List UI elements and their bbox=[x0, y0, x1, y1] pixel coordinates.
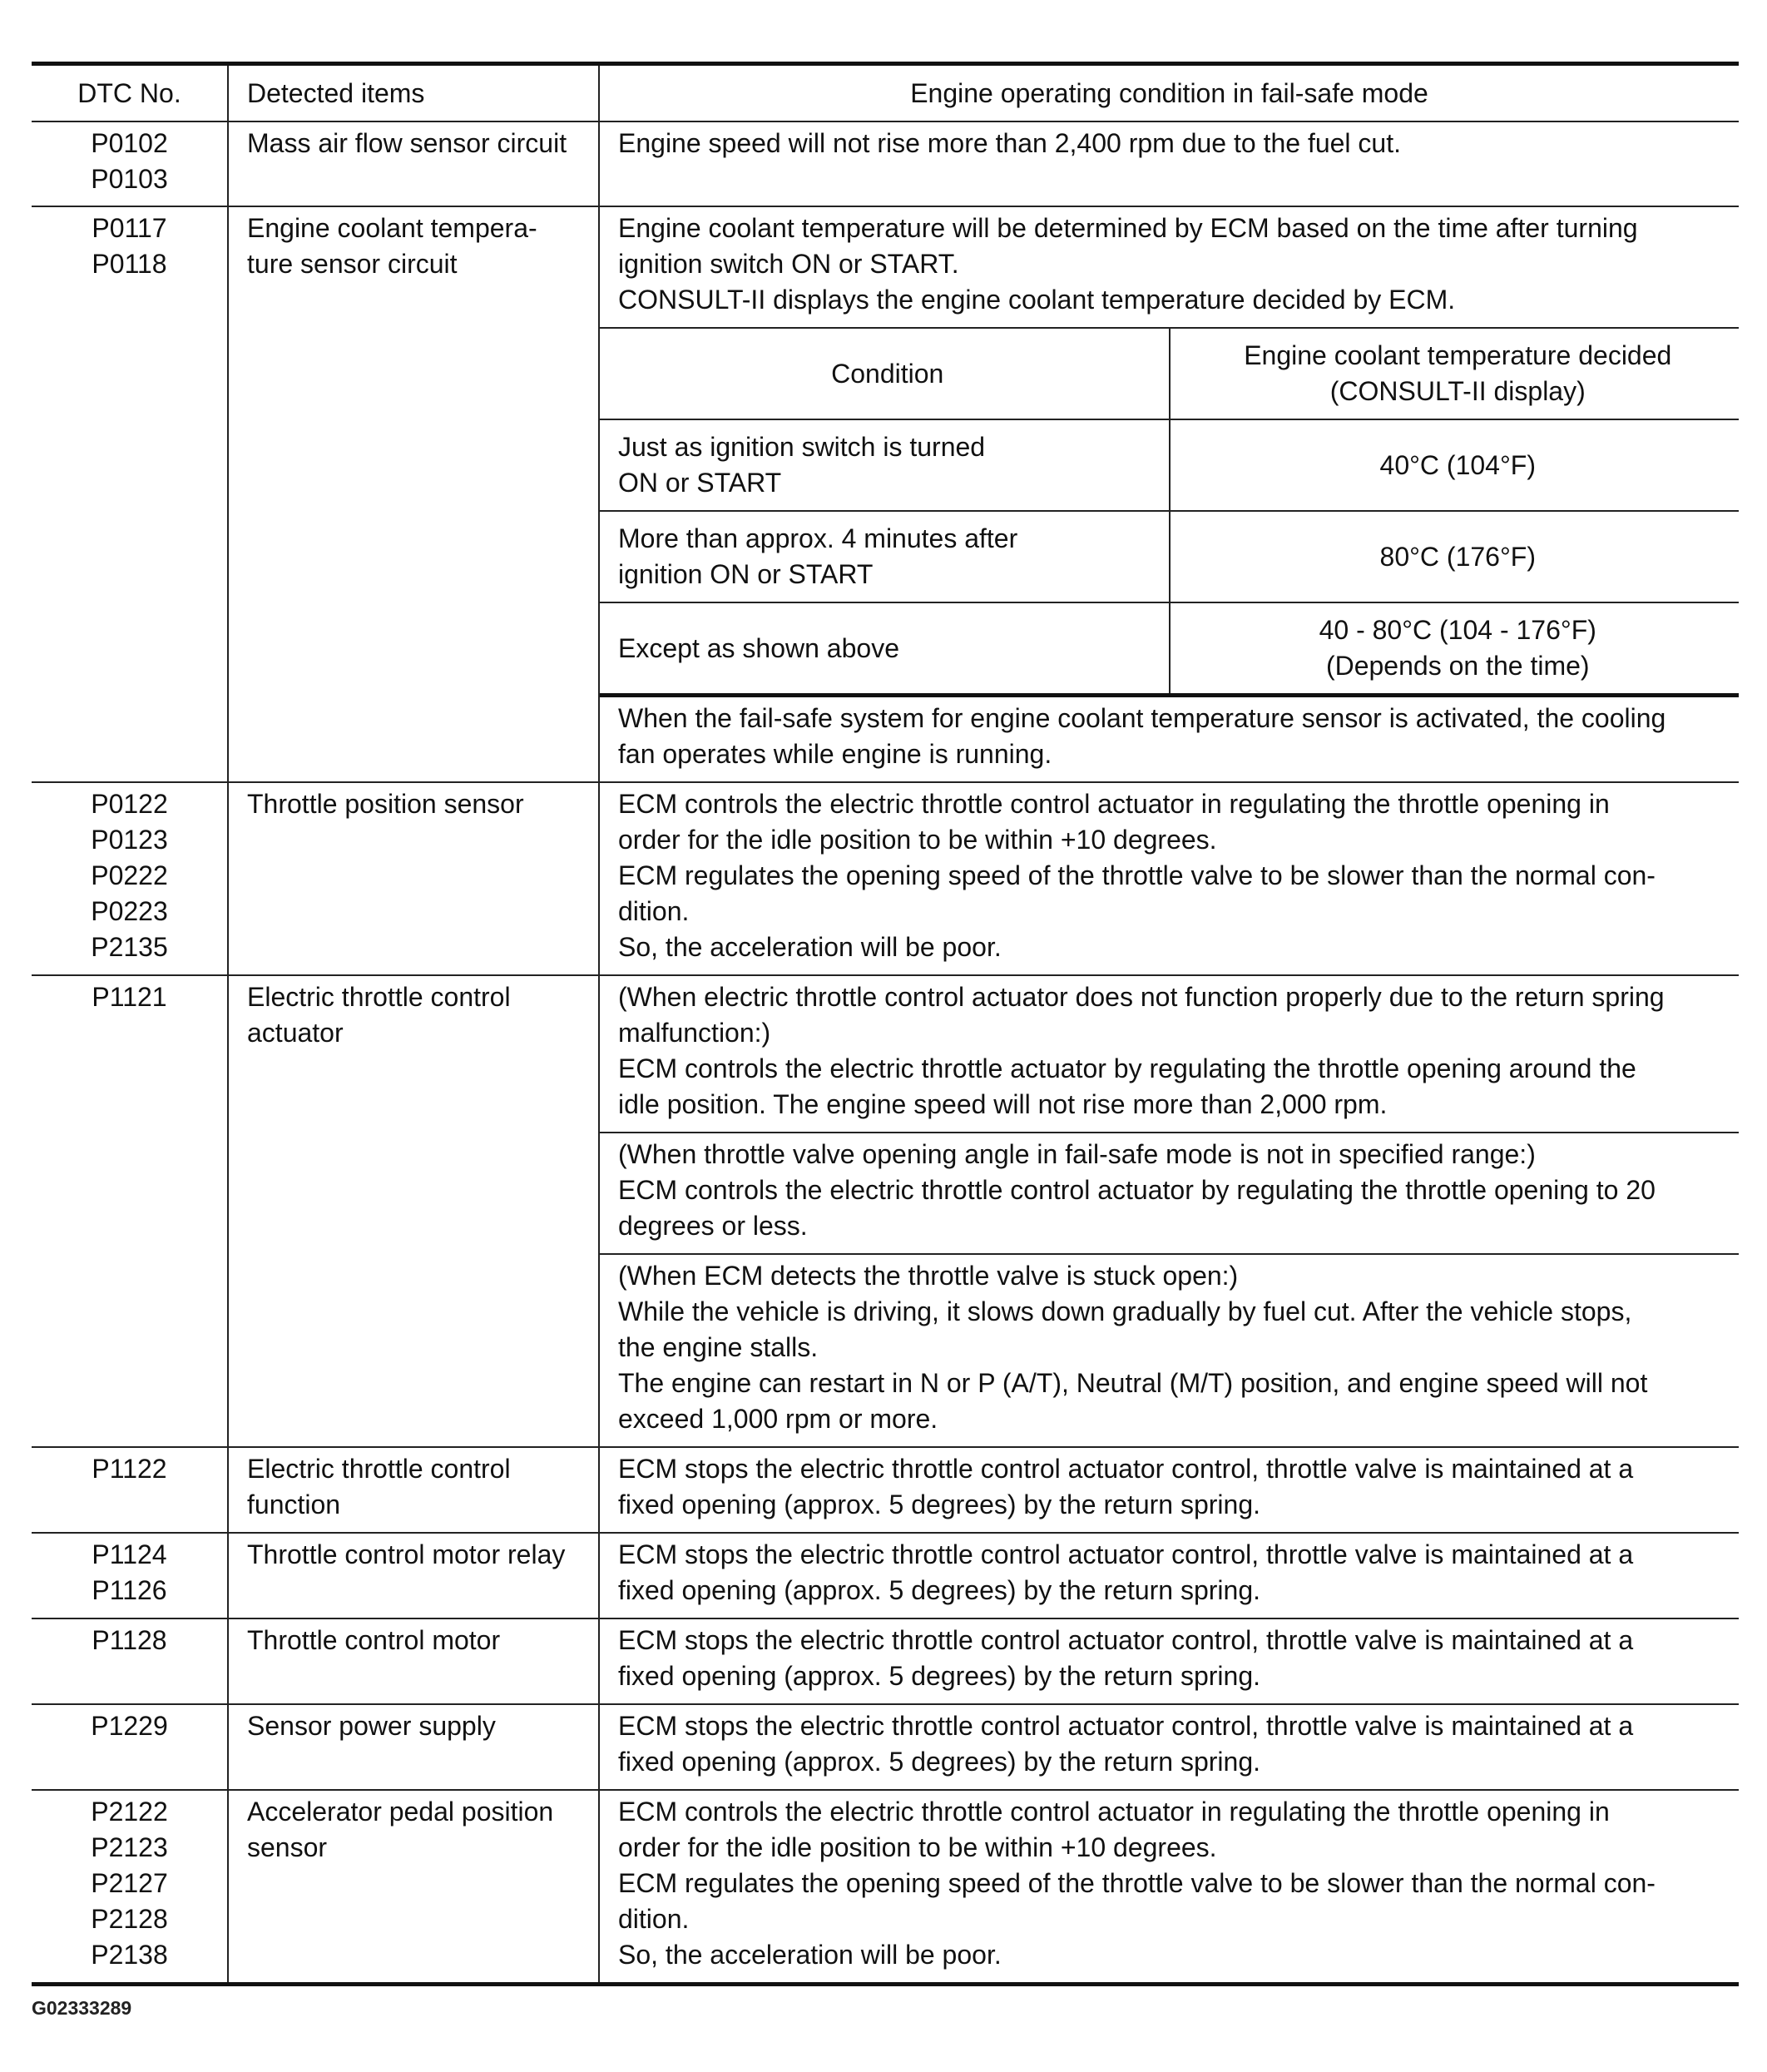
condition-paragraph bbox=[600, 207, 1739, 329]
condition-text: (When electric throttle control actuator does not function properly due to the return spring bbox=[618, 982, 1665, 1012]
fail-safe-table bbox=[32, 62, 1739, 1986]
detected-item-cell bbox=[228, 1618, 599, 1704]
subtable-cell-text: 40 - 80°C (104 - 176°F) bbox=[1319, 615, 1596, 645]
condition-paragraph bbox=[600, 697, 1739, 781]
dtc-code: P0118 bbox=[92, 249, 167, 279]
detected-item-cell bbox=[228, 1533, 599, 1618]
dtc-code: P0223 bbox=[91, 896, 168, 926]
condition-text: When the fail-safe system for engine coolant temperature sensor is activated, the cooling bbox=[618, 703, 1666, 733]
table-row bbox=[32, 121, 1739, 206]
condition-text: order for the idle position to be within +10 degrees. bbox=[618, 1832, 1217, 1862]
condition-text: fixed opening (approx. 5 degrees) by the return spring. bbox=[618, 1747, 1261, 1777]
condition-cell bbox=[599, 121, 1739, 206]
detected-item-cell bbox=[228, 1790, 599, 1985]
subtable-row bbox=[600, 602, 1739, 696]
detected-item-text: sensor bbox=[247, 1832, 328, 1862]
subtable-cell bbox=[600, 602, 1170, 696]
dtc-code: P0102 bbox=[91, 128, 168, 158]
condition-text: the engine stalls. bbox=[618, 1332, 819, 1362]
subtable-cell bbox=[600, 419, 1170, 511]
subtable-row bbox=[600, 511, 1739, 602]
subtable-cell-text: (Depends on the time) bbox=[1325, 651, 1590, 681]
subtable-cell-text: Just as ignition switch is turned bbox=[618, 432, 986, 462]
subtable-row bbox=[600, 419, 1739, 511]
condition-paragraph bbox=[600, 122, 1739, 171]
detected-item-cell bbox=[228, 121, 599, 206]
table-row bbox=[32, 1447, 1739, 1533]
condition-paragraph bbox=[600, 1619, 1739, 1703]
condition-cell bbox=[599, 1618, 1739, 1704]
dtc-code: P1128 bbox=[92, 1625, 167, 1655]
dtc-code: P1122 bbox=[92, 1454, 167, 1484]
dtc-code: P0117 bbox=[92, 213, 167, 243]
condition-text: ECM regulates the opening speed of the throttle valve to be slower than the normal con- bbox=[618, 1868, 1656, 1898]
condition-paragraph bbox=[600, 1133, 1739, 1255]
subtable-header-text: Condition bbox=[831, 358, 944, 389]
condition-text: ECM controls the electric throttle control actuator in regulating the throttle opening in bbox=[618, 1797, 1610, 1827]
condition-text: The engine can restart in N or P (A/T), Neutral (M/T) position, and engine speed will not bbox=[618, 1368, 1648, 1398]
dtc-codes-cell bbox=[32, 975, 228, 1447]
subtable-cell-text: ignition ON or START bbox=[618, 559, 874, 589]
detected-item-text: Throttle control motor bbox=[247, 1625, 501, 1655]
dtc-code: P1126 bbox=[92, 1575, 167, 1605]
condition-paragraph bbox=[600, 1705, 1739, 1789]
condition-cell bbox=[599, 975, 1739, 1447]
subtable-header-text: (CONSULT-II display) bbox=[1329, 376, 1586, 406]
detected-item-text: Electric throttle control bbox=[247, 1454, 511, 1484]
condition-text: ECM controls the electric throttle control actuator in regulating the throttle opening in bbox=[618, 789, 1610, 819]
table-row bbox=[32, 1533, 1739, 1618]
condition-text: order for the idle position to be within +10 degrees. bbox=[618, 825, 1217, 855]
condition-cell bbox=[599, 782, 1739, 975]
condition-cell bbox=[599, 206, 1739, 782]
table-row bbox=[32, 1704, 1739, 1790]
condition-text: (When throttle valve opening angle in fail-safe mode is not in specified range:) bbox=[618, 1139, 1536, 1169]
header-detected-items: Detected items bbox=[228, 64, 599, 122]
dtc-code: P0123 bbox=[91, 825, 168, 855]
dtc-code: P0103 bbox=[91, 164, 168, 194]
subtable-header-cell bbox=[600, 329, 1170, 419]
condition-text: ECM controls the electric throttle actuator by regulating the throttle opening around the bbox=[618, 1053, 1636, 1083]
condition-text: dition. bbox=[618, 1904, 690, 1934]
condition-text: exceed 1,000 rpm or more. bbox=[618, 1404, 938, 1434]
dtc-code: P1124 bbox=[92, 1539, 167, 1569]
condition-cell bbox=[599, 1447, 1739, 1533]
table-row bbox=[32, 975, 1739, 1447]
condition-text: dition. bbox=[618, 896, 690, 926]
condition-paragraph bbox=[600, 976, 1739, 1133]
dtc-code: P2128 bbox=[91, 1904, 168, 1934]
condition-text: ECM stops the electric throttle control actuator control, throttle valve is maintained at a bbox=[618, 1454, 1634, 1484]
condition-text: ECM stops the electric throttle control actuator control, throttle valve is maintained at a bbox=[618, 1711, 1634, 1741]
condition-text: ECM stops the electric throttle control actuator control, throttle valve is maintained at a bbox=[618, 1625, 1634, 1655]
detected-item-text: function bbox=[247, 1490, 341, 1519]
dtc-code: P1121 bbox=[92, 982, 167, 1012]
figure-id: G02333289 bbox=[32, 1997, 132, 2019]
condition-cell bbox=[599, 1790, 1739, 1985]
detected-item-text: Throttle control motor relay bbox=[247, 1539, 566, 1569]
detected-item-cell bbox=[228, 1704, 599, 1790]
condition-text: ECM stops the electric throttle control actuator control, throttle valve is maintained at a bbox=[618, 1539, 1634, 1569]
detected-item-text: actuator bbox=[247, 1018, 344, 1048]
dtc-codes-cell bbox=[32, 782, 228, 975]
dtc-code: P1229 bbox=[91, 1711, 168, 1741]
dtc-code: P2123 bbox=[91, 1832, 168, 1862]
dtc-code: P2127 bbox=[91, 1868, 168, 1898]
condition-text: So, the acceleration will be poor. bbox=[618, 1940, 1002, 1970]
detected-item-cell bbox=[228, 206, 599, 782]
detected-item-text: Electric throttle control bbox=[247, 982, 511, 1012]
dtc-codes-cell bbox=[32, 1447, 228, 1533]
condition-cell bbox=[599, 1533, 1739, 1618]
condition-text: Engine coolant temperature will be determined by ECM based on the time after turning bbox=[618, 213, 1638, 243]
condition-text: degrees or less. bbox=[618, 1211, 808, 1241]
condition-paragraph bbox=[600, 1791, 1739, 1982]
condition-cell bbox=[599, 1704, 1739, 1790]
subtable-header-row bbox=[600, 329, 1739, 419]
detected-item-text: Sensor power supply bbox=[247, 1711, 496, 1741]
subtable-cell-text: 80°C (176°F) bbox=[1379, 541, 1536, 572]
detected-item-text: Mass air flow sensor circuit bbox=[247, 128, 567, 158]
subtable-cell-text: ON or START bbox=[618, 468, 782, 498]
detected-item-cell bbox=[228, 782, 599, 975]
condition-paragraph bbox=[600, 1448, 1739, 1532]
dtc-codes-cell bbox=[32, 121, 228, 206]
condition-text: While the vehicle is driving, it slows down gradually by fuel cut. After the vehicle stops, bbox=[618, 1296, 1632, 1326]
condition-text: malfunction:) bbox=[618, 1018, 771, 1048]
subtable-cell-text: Except as shown above bbox=[618, 632, 899, 663]
condition-paragraph bbox=[600, 783, 1739, 974]
header-engine-condition: Engine operating condition in fail-safe mode bbox=[599, 64, 1739, 122]
condition-text: (When ECM detects the throttle valve is stuck open:) bbox=[618, 1261, 1239, 1291]
subtable-header-text: Engine coolant temperature decided bbox=[1244, 340, 1672, 370]
condition-text: fixed opening (approx. 5 degrees) by the return spring. bbox=[618, 1490, 1261, 1519]
detected-item-text: ture sensor circuit bbox=[247, 249, 458, 279]
condition-text: ECM regulates the opening speed of the throttle valve to be slower than the normal con- bbox=[618, 860, 1656, 890]
condition-text: CONSULT-II displays the engine coolant temperature decided by ECM. bbox=[618, 285, 1456, 315]
detected-item-text: Throttle position sensor bbox=[247, 789, 524, 819]
dtc-code: P2122 bbox=[91, 1797, 168, 1827]
subtable-cell bbox=[1170, 602, 1740, 696]
subtable-header-cell bbox=[1170, 329, 1740, 419]
detected-item-cell bbox=[228, 1447, 599, 1533]
condition-text: ECM controls the electric throttle control actuator by regulating the throttle opening to 20 bbox=[618, 1175, 1656, 1205]
condition-text: So, the acceleration will be poor. bbox=[618, 932, 1002, 962]
header-dtc-no: DTC No. bbox=[32, 64, 228, 122]
dtc-codes-cell bbox=[32, 206, 228, 782]
table-row bbox=[32, 206, 1739, 782]
condition-paragraph bbox=[600, 1534, 1739, 1618]
dtc-codes-cell bbox=[32, 1533, 228, 1618]
subtable-cell bbox=[600, 511, 1170, 602]
dtc-codes-cell bbox=[32, 1790, 228, 1985]
subtable-cell-text: More than approx. 4 minutes after bbox=[618, 523, 1018, 553]
condition-text: fan operates while engine is running. bbox=[618, 739, 1052, 769]
dtc-codes-cell bbox=[32, 1704, 228, 1790]
condition-text: Engine speed will not rise more than 2,400 rpm due to the fuel cut. bbox=[618, 128, 1401, 158]
condition-text: ignition switch ON or START. bbox=[618, 249, 959, 279]
dtc-code: P0122 bbox=[91, 789, 168, 819]
detected-item-cell bbox=[228, 975, 599, 1447]
condition-paragraph bbox=[600, 1255, 1739, 1446]
condition-text: idle position. The engine speed will not rise more than 2,000 rpm. bbox=[618, 1089, 1388, 1119]
table-row bbox=[32, 1790, 1739, 1985]
coolant-temperature-subtable bbox=[600, 329, 1739, 697]
condition-text: fixed opening (approx. 5 degrees) by the return spring. bbox=[618, 1661, 1261, 1691]
table-header-row bbox=[32, 64, 1739, 122]
subtable-cell bbox=[1170, 419, 1740, 511]
dtc-codes-cell bbox=[32, 1618, 228, 1704]
condition-text: fixed opening (approx. 5 degrees) by the return spring. bbox=[618, 1575, 1261, 1605]
subtable-cell bbox=[1170, 511, 1740, 602]
subtable-cell-text: 40°C (104°F) bbox=[1379, 449, 1536, 480]
dtc-code: P2135 bbox=[91, 932, 168, 962]
detected-item-text: Accelerator pedal position bbox=[247, 1797, 554, 1827]
table-row bbox=[32, 782, 1739, 975]
table-row bbox=[32, 1618, 1739, 1704]
dtc-code: P2138 bbox=[91, 1940, 168, 1970]
dtc-code: P0222 bbox=[91, 860, 168, 890]
detected-item-text: Engine coolant tempera- bbox=[247, 213, 537, 243]
